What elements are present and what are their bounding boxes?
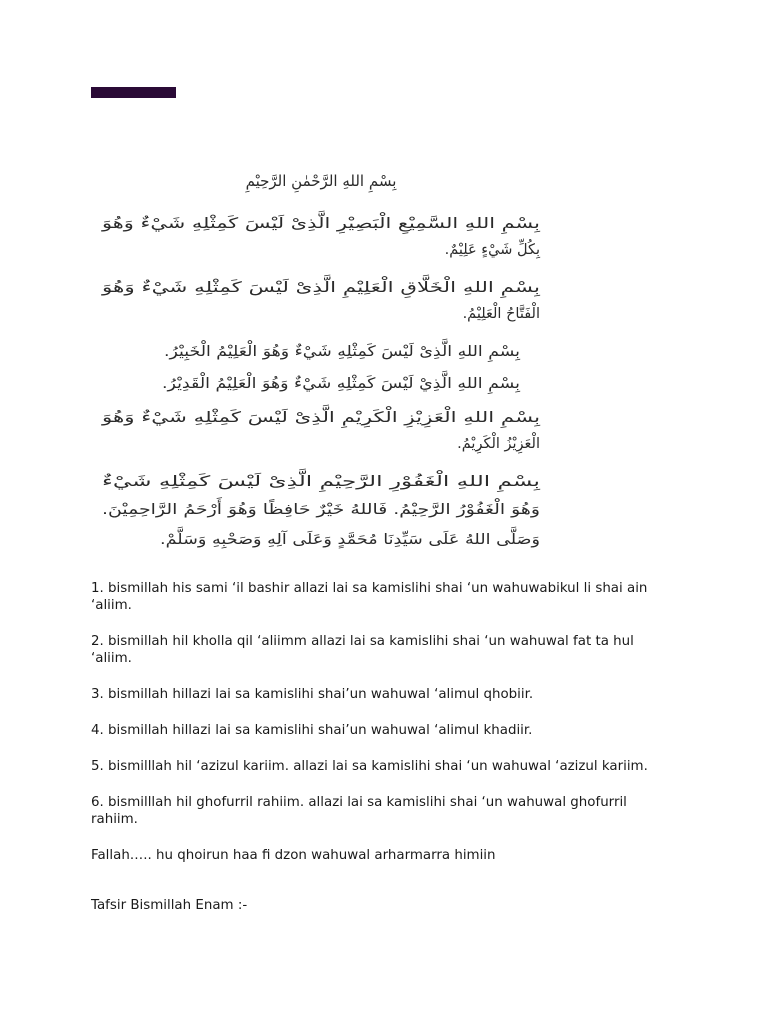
verse-6: 6. bismilllah hil ghofurril rahiim. allazi lai sa kamislihi shai ‘un wahuwal ghofurril rahiim. — [91, 795, 627, 827]
arabic-line: بِسْمِ اللهِ الْعَزِيْزِ الْكَرِيْمِ الَّذِىْ لَيْسَ كَمِثْلِهِ شَيْءٌ وَهُوَ — [102, 410, 401, 426]
section-heading: Tafsir Bismillah Enam :- — [91, 898, 248, 913]
arabic-line: بِسْمِ اللهِ الَّذِىْ لَيْسَ كَمِثْلِهِ شَيْءٌ وَهُوَ الْعَلِيْمُ الْخَبِيْرُ. — [164, 344, 463, 360]
verse-5: 5. bismilllah hil ‘azizul kariim. allazi lai sa kamislihi shai ‘un wahuwal ‘azizul kariim. — [91, 759, 648, 774]
arabic-line: وَصَلَّى اللهُ عَلَى سَيِّدِنَا مُحَمَّدٍ وَعَلَى آلِهِ وَصَحْبِهِ وَسَلَّمْ. — [160, 532, 474, 548]
verse-4: 4. bismillah hillazi lai sa kamislihi shai’un wahuwal ‘alimul khadiir. — [91, 723, 533, 738]
arabic-line: بِسْمِ اللهِ الَّذِيْ لَيْسَ كَمِثْلِهِ شَيْءٌ وَهُوَ الْعَلِيْمُ الْقَدِيْرُ. — [162, 376, 461, 392]
arabic-line: بِسْمِ اللهِ الْخَلَّاقِ الْعَلِيْمِ الَّذِىْ لَيْسَ كَمِثْلِهِ شَيْءٌ وَهُوَ — [102, 280, 399, 296]
arabic-text-image — [95, 156, 547, 566]
arabic-line: الْفَتَّاحُ الْعَلِيْمُ. — [462, 306, 540, 322]
arabic-line: بِكُلِّ شَيْءٍ عَلِيْمٌ. — [444, 242, 540, 258]
arabic-line: الْعَزِيْزُ الْكَرِيْمُ. — [457, 436, 540, 452]
verse-2: 2. bismillah hil kholla qil ‘aliimm allazi lai sa kamislihi shai ‘un wahuwal fat ta hul ‘aliim. — [91, 634, 634, 666]
header-tag-block — [91, 87, 176, 98]
arabic-line: بِسْمِ اللهِ السَّمِيْعِ الْبَصِيْرِ الَّذِىْ لَيْسَ كَمِثْلِهِ شَيْءٌ وَهُوَ — [102, 216, 407, 232]
verse-1: 1. bismillah his sami ‘il bashir allazi lai sa kamislihi shai ‘un wahuwabikul li shai ain ‘aliim. — [91, 581, 648, 613]
arabic-title: بِسْمِ اللهِ الرَّحْمٰنِ الرَّحِيْمِ — [245, 172, 397, 190]
verse-3: 3. bismillah hillazi lai sa kamislihi shai’un wahuwal ‘alimul qhobiir. — [91, 687, 534, 702]
arabic-line: بِسْمِ اللهِ الْغَفُوْرِ الرَّحِيْمِ الَّذِىْ لَيْسَ كَمِثْلِهِ شَيْءٌ — [102, 474, 377, 490]
arabic-line: وَهُوَ الْغَفُوْرُ الرَّحِيْمُ. فَاللهُ خَيْرٌ حَافِظًا وَهُوَ أَرْحَمُ الرَّاحِمِيْنَ. — [102, 502, 439, 518]
closing-line: Fallah….. hu qhoirun haa fi dzon wahuwal arharmarra himiin — [91, 848, 496, 863]
transliteration-list — [91, 580, 671, 914]
